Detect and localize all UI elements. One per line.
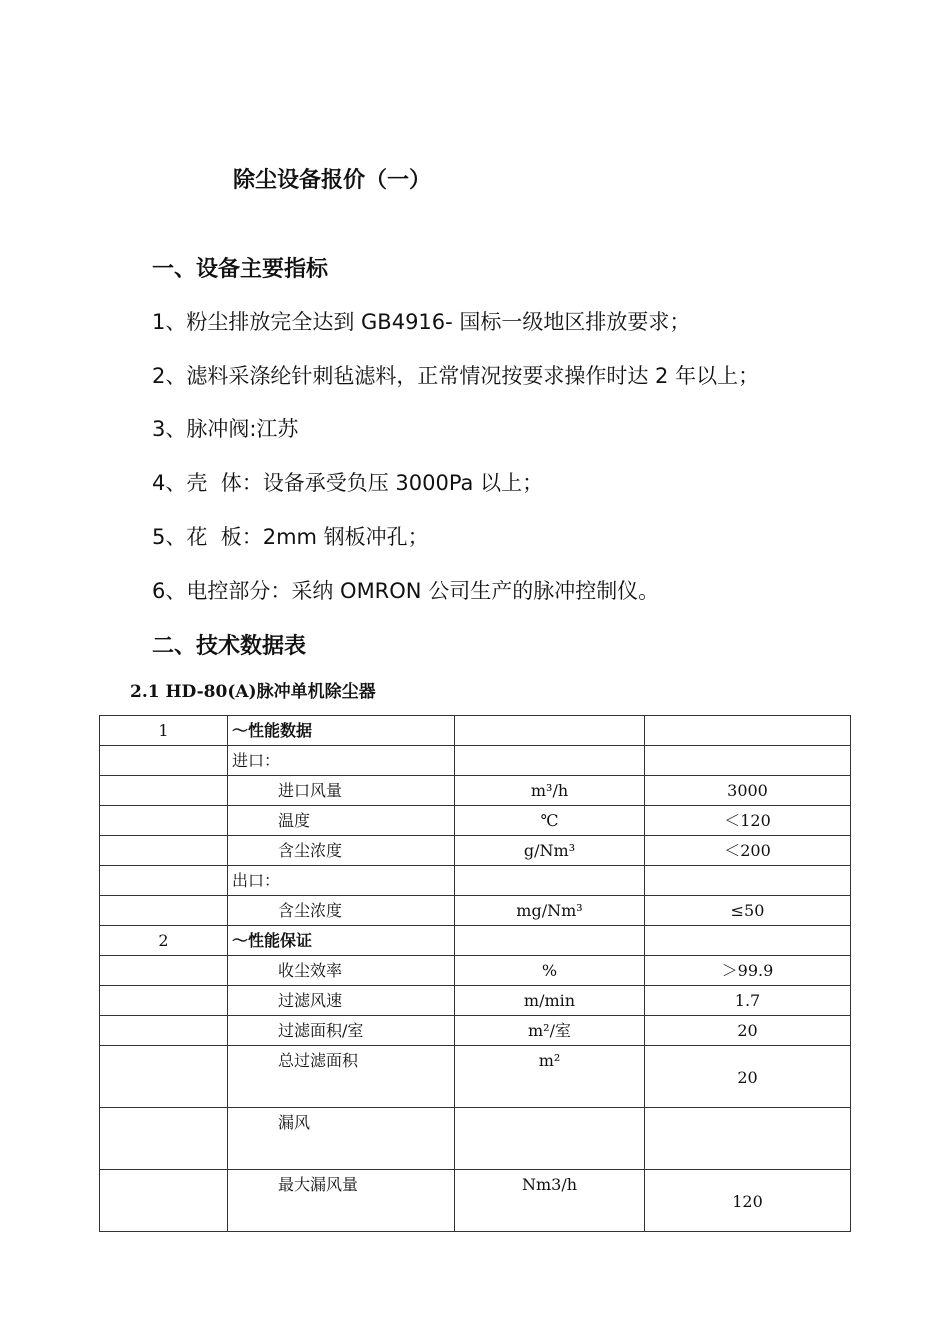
row-value: ＞99.9 bbox=[645, 956, 851, 986]
row-value bbox=[645, 1108, 851, 1170]
row-number bbox=[100, 1108, 228, 1170]
section-heading-1: 一、设备主要指标 bbox=[152, 257, 329, 282]
row-item: 收尘效率 bbox=[228, 956, 455, 986]
table-row bbox=[100, 836, 851, 866]
table-row bbox=[100, 896, 851, 926]
table-row bbox=[100, 746, 851, 776]
row-item: 温度 bbox=[228, 806, 455, 836]
row-number bbox=[100, 746, 228, 776]
row-value bbox=[645, 1170, 851, 1232]
row-value-text: 20 bbox=[737, 1068, 758, 1087]
row-value: ＜120 bbox=[645, 806, 851, 836]
table-row bbox=[100, 1170, 851, 1232]
spec-item-2: 2、滤料采涤纶针刺毡滤料，正常情况按要求操作时达 2 年以上； bbox=[152, 364, 760, 388]
row-unit: m³/h bbox=[455, 776, 645, 806]
row-item: 含尘浓度 bbox=[228, 896, 455, 926]
table-row bbox=[100, 1046, 851, 1108]
row-value: ＜200 bbox=[645, 836, 851, 866]
spec-item-5: 5、花 板：2mm 钢板冲孔； bbox=[152, 525, 429, 549]
row-value bbox=[645, 716, 851, 746]
table-row bbox=[100, 716, 851, 746]
row-unit: % bbox=[455, 956, 645, 986]
row-unit: Nm3/h bbox=[455, 1170, 645, 1232]
row-unit bbox=[455, 716, 645, 746]
page-title: 除尘设备报价（一） bbox=[233, 168, 432, 193]
table-row bbox=[100, 956, 851, 986]
table-row bbox=[100, 866, 851, 896]
table-row bbox=[100, 1108, 851, 1170]
row-value: 1.7 bbox=[645, 986, 851, 1016]
spec-item-4: 4、壳 体：设备承受负压 3000Pa 以上； bbox=[152, 471, 544, 495]
row-item: 最大漏风量 bbox=[228, 1170, 455, 1232]
row-value bbox=[645, 866, 851, 896]
row-unit bbox=[455, 926, 645, 956]
row-number bbox=[100, 1046, 228, 1108]
row-number bbox=[100, 866, 228, 896]
row-value bbox=[645, 1046, 851, 1108]
row-unit: m²/室 bbox=[455, 1016, 645, 1046]
row-number bbox=[100, 956, 228, 986]
table-row bbox=[100, 776, 851, 806]
row-item: 总过滤面积 bbox=[228, 1046, 455, 1108]
row-number bbox=[100, 896, 228, 926]
row-number: 1 bbox=[100, 716, 228, 746]
row-number bbox=[100, 776, 228, 806]
row-unit bbox=[455, 1108, 645, 1170]
row-unit: ℃ bbox=[455, 806, 645, 836]
row-number bbox=[100, 806, 228, 836]
row-value: ≤50 bbox=[645, 896, 851, 926]
row-number: 2 bbox=[100, 926, 228, 956]
row-value: 20 bbox=[645, 1016, 851, 1046]
row-item: ～性能数据 bbox=[228, 716, 455, 746]
table-caption: 2.1 HD-80(A)脉冲单机除尘器 bbox=[130, 682, 376, 702]
row-unit bbox=[455, 866, 645, 896]
row-item: 漏风 bbox=[228, 1108, 455, 1170]
row-item: 含尘浓度 bbox=[228, 836, 455, 866]
row-value: 3000 bbox=[645, 776, 851, 806]
row-value-text: 120 bbox=[732, 1192, 763, 1211]
row-number bbox=[100, 986, 228, 1016]
spec-item-6: 6、电控部分：采纳 OMRON 公司生产的脉冲控制仪。 bbox=[152, 579, 660, 603]
spec-item-1: 1、粉尘排放完全达到 GB4916- 国标一级地区排放要求； bbox=[152, 310, 691, 334]
row-unit: mg/Nm³ bbox=[455, 896, 645, 926]
table-row bbox=[100, 806, 851, 836]
section-heading-2: 二、技术数据表 bbox=[152, 634, 307, 659]
table-row bbox=[100, 926, 851, 956]
row-unit: m/min bbox=[455, 986, 645, 1016]
table-row bbox=[100, 986, 851, 1016]
row-unit: m² bbox=[455, 1046, 645, 1108]
row-value bbox=[645, 926, 851, 956]
row-item: 进口： bbox=[228, 746, 455, 776]
row-item: 过滤风速 bbox=[228, 986, 455, 1016]
row-unit bbox=[455, 746, 645, 776]
row-number bbox=[100, 1170, 228, 1232]
table-row bbox=[100, 1016, 851, 1046]
row-number bbox=[100, 836, 228, 866]
row-item: ～性能保证 bbox=[228, 926, 455, 956]
row-item: 出口： bbox=[228, 866, 455, 896]
row-item: 进口风量 bbox=[228, 776, 455, 806]
row-item: 过滤面积/室 bbox=[228, 1016, 455, 1046]
row-unit: g/Nm³ bbox=[455, 836, 645, 866]
row-number bbox=[100, 1016, 228, 1046]
technical-data-table bbox=[99, 715, 851, 1232]
row-value bbox=[645, 746, 851, 776]
spec-item-3: 3、脉冲阀:江苏 bbox=[152, 417, 299, 441]
